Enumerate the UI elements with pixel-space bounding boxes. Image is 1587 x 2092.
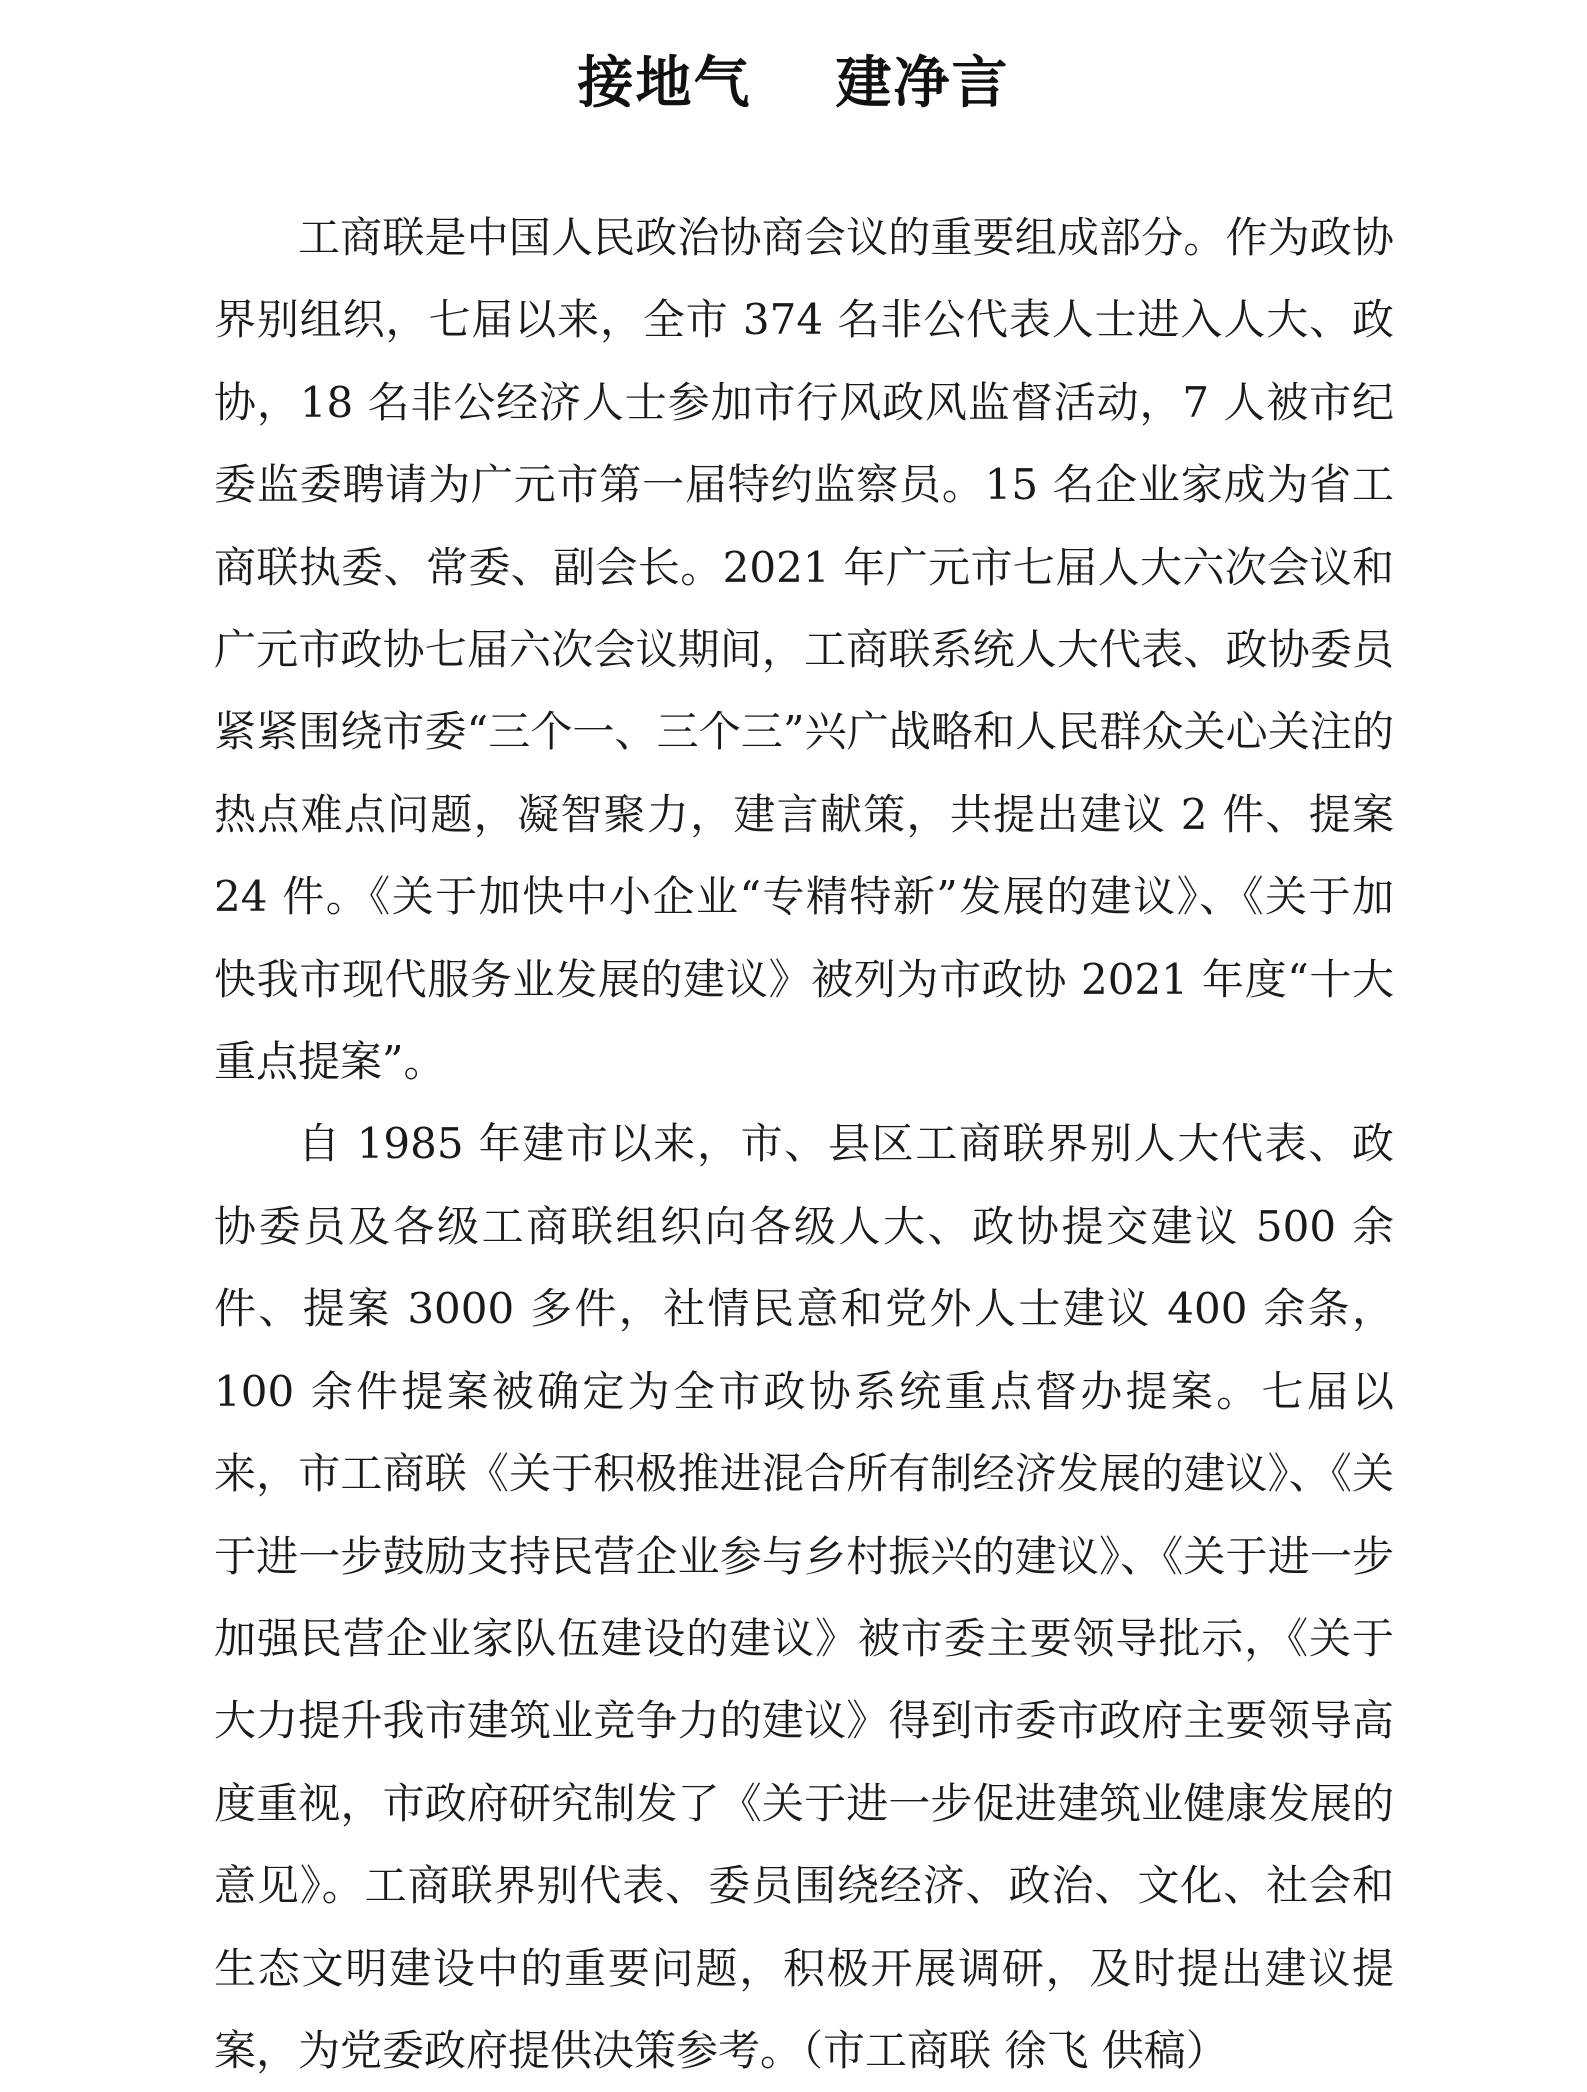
- title-part-2: 建净言: [835, 49, 1010, 116]
- paragraph-1: 工商联是中国人民政治协商会议的重要组成部分。作为政协界别组织，七届以来，全市 374 名非公代表人士进入人大、政协，18 名非公经济人士参加市行风政风监督活动，7 人被市纪委监委聘请为广元市第一届特约监察员。15 名企业家成为省工商联执委、常委、副会长。2021 年广元市七届人大六次会议和广元市政协七届六次会议期间，工商联系统人大代表、政协委员紧紧围绕市委“三个一、三个三”兴广战略和人民群众关心关注的热点难点问题，凝智聚力，建言献策，共提出建议 2 件、提案 24 件。《关于加快中小企业“专精特新”发展的建议》、《关于加快我市现代服务业发展的建议》被列为市政协 2021 年度“十大重点提案”。: [214, 213, 1394, 1087]
- title-part-1: 接地气: [577, 49, 752, 116]
- page-title: [0, 48, 1587, 118]
- article-body: [214, 197, 1394, 2092]
- paragraph-2: 自 1985 年建市以来，市、县区工商联界别人大代表、政协委员及各级工商联组织向各级人大、政协提交建议 500 余件、提案 3000 多件，社情民意和党外人士建议 400 余条，100 余件提案被确定为全市政协系统重点督办提案。七届以来，市工商联《关于积极推进混合所有制经济发展的建议》、《关于进一步鼓励支持民营企业参与乡村振兴的建议》、《关于进一步加强民营企业家队伍建设的建议》被市委主要领导批示，《关于大力提升我市建筑业竞争力的建议》得到市委市政府主要领导高度重视，市政府研究制发了《关于进一步促进建筑业健康发展的意见》。工商联界别代表、委员围绕经济、政治、文化、社会和生态文明建设中的重要问题，积极开展调研，及时提出建议提案，为党委政府提供决策参考。（市工商联 徐飞 供稿）: [214, 1119, 1394, 2075]
